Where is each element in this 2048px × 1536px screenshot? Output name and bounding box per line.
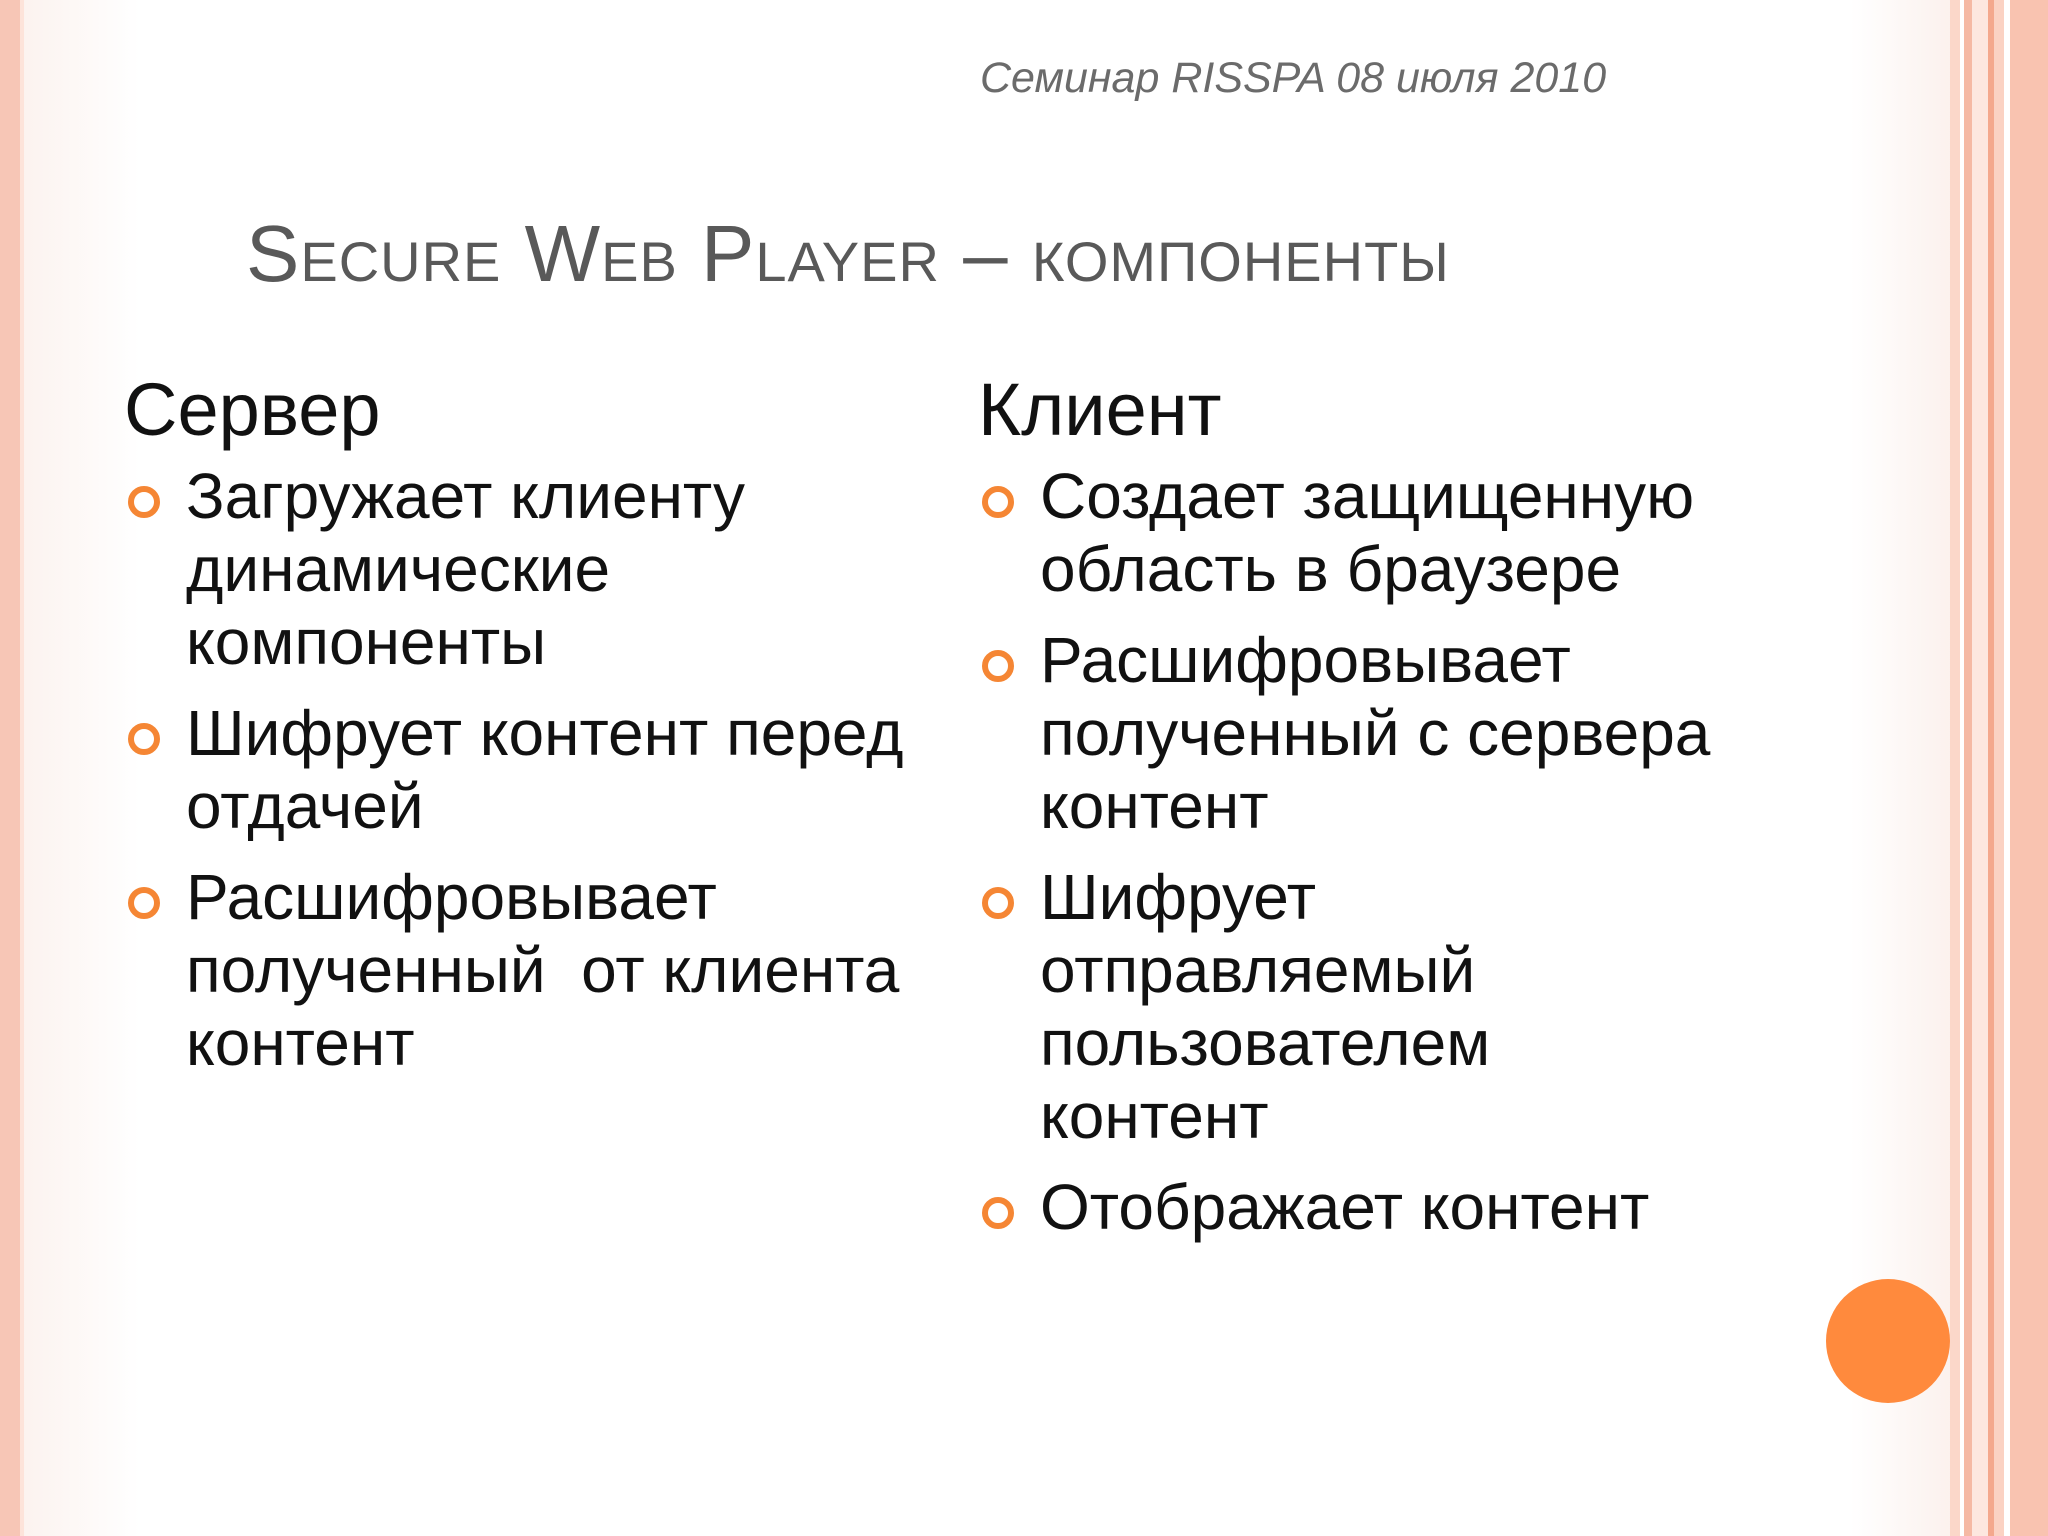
right-border-stripe [1994,0,2004,1536]
ring-bullet-icon [128,887,160,919]
ring-bullet-icon [982,486,1014,518]
list-item-text: Шифрует контент перед отдачей [186,697,904,842]
right-border-stripe [2010,0,2048,1536]
list-item-text: Создает защищенную область в браузере [1040,460,1695,605]
list-item [978,624,1878,843]
server-column [124,368,918,1098]
list-item [124,861,918,1080]
slide-title: Secure Web Player – компоненты [246,209,1450,298]
seminar-subtitle: Семинар RISSPA 08 июля 2010 [980,54,1607,102]
list-item [124,697,904,843]
ring-bullet-icon [982,887,1014,919]
list-item [978,460,1878,606]
server-heading: Сервер [124,368,381,451]
list-item [124,460,904,679]
list-item-text: Загружает клиенту динамические компоненты [186,460,745,678]
list-item [978,861,1560,1153]
right-border-stripe [1964,0,1972,1536]
ring-bullet-icon [128,486,160,518]
ring-bullet-icon [128,723,160,755]
client-heading: Клиент [978,368,1222,451]
right-border-stripe [1950,0,1960,1536]
ring-bullet-icon [982,1197,1014,1229]
list-item [978,1171,1878,1244]
client-list [978,460,1878,1244]
ring-bullet-icon [982,650,1014,682]
server-list [124,460,918,1080]
list-item-text: Расшифровывает полученный от клиента контент [186,861,918,1079]
list-item-text: Шифрует отправляемый пользователем контент [1040,861,1491,1152]
client-column [978,368,1878,1262]
orange-circle-decoration [1826,1279,1950,1403]
left-border-highlight [20,0,24,1536]
left-border-stripe [0,0,20,1536]
list-item-text: Отображает контент [1040,1171,1650,1243]
list-item-text: Расшифровывает полученный с сервера контент [1040,624,1711,842]
right-border-stripe [1972,0,1988,1536]
